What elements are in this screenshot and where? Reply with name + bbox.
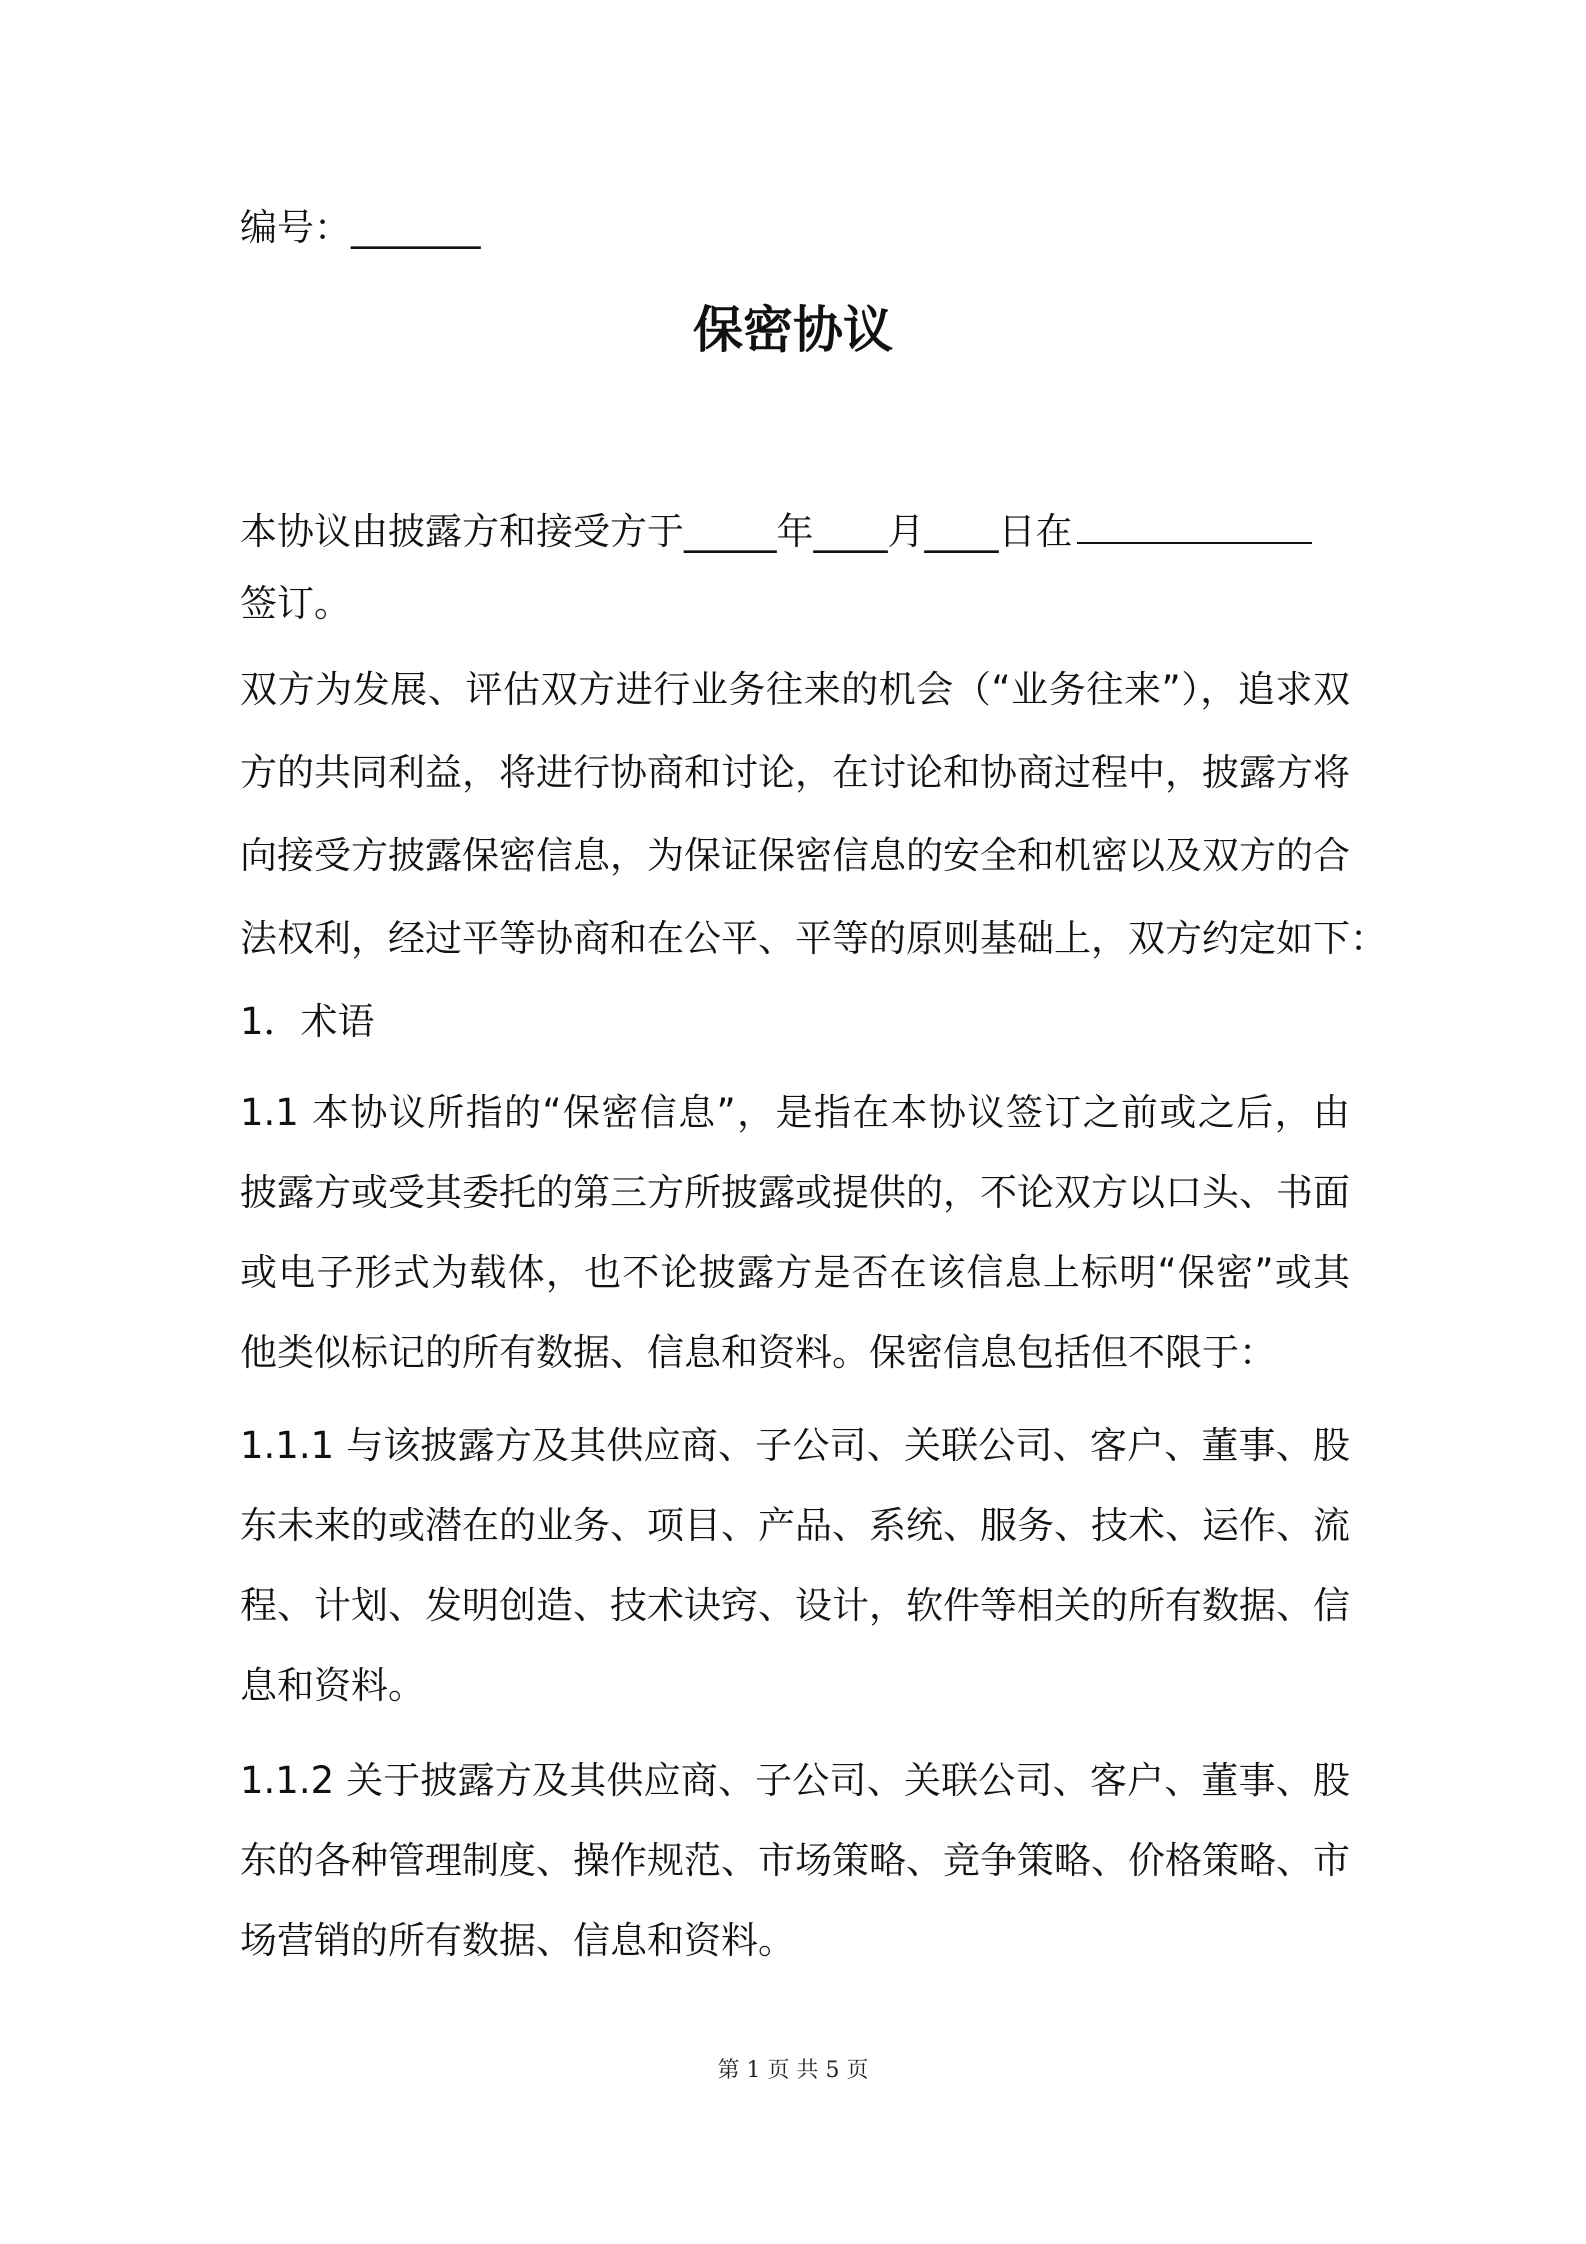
clause-1-1-2-line: 1.1.2 关于披露方及其供应商、子公司、关联公司、客户、董事、股 [240, 1759, 1350, 1802]
intro-line-end: 签订。 [240, 582, 351, 625]
intro-text: 本协议由披露方和接受方于_____年____月____日在 [240, 510, 1073, 553]
purpose-line: 法权利，经过平等协商和在公平、平等的原则基础上，双方约定如下： [240, 917, 1387, 960]
clause-1-1-2-line: 东的各种管理制度、操作规范、市场策略、竞争策略、价格策略、市 [240, 1839, 1350, 1882]
document-title: 保密协议 [693, 301, 893, 359]
clause-1-1-line: 或电子形式为载体，也不论披露方是否在该信息上标明“保密”或其 [240, 1251, 1350, 1294]
purpose-line: 方的共同利益，将进行协商和讨论，在讨论和协商过程中，披露方将 [240, 751, 1350, 794]
signing-place-blank [1077, 498, 1312, 544]
section-heading-terms: 1．术语 [240, 1000, 375, 1043]
clause-1-1-2-line: 场营销的所有数据、信息和资料。 [240, 1919, 795, 1962]
document-number: 编号：_______ [240, 206, 481, 249]
clause-1-1-line: 披露方或受其委托的第三方所披露或提供的，不论双方以口头、书面 [240, 1171, 1350, 1214]
clause-1-1-1-line: 1.1.1 与该披露方及其供应商、子公司、关联公司、客户、董事、股 [240, 1424, 1350, 1467]
clause-1-1-1-line: 息和资料。 [240, 1664, 425, 1707]
clause-1-1-1-line: 程、计划、发明创造、技术诀窍、设计，软件等相关的所有数据、信 [240, 1584, 1350, 1627]
intro-line [240, 498, 1312, 562]
purpose-line: 向接受方披露保密信息，为保证保密信息的安全和机密以及双方的合 [240, 834, 1350, 877]
clause-1-1-line: 他类似标记的所有数据、信息和资料。保密信息包括但不限于： [240, 1331, 1276, 1374]
purpose-line: 双方为发展、评估双方进行业务往来的机会（“业务往来”），追求双 [240, 668, 1350, 711]
clause-1-1-line: 1.1 本协议所指的“保密信息”，是指在本协议签订之前或之后，由 [240, 1091, 1350, 1134]
clause-1-1-1-line: 东未来的或潜在的业务、项目、产品、系统、服务、技术、运作、流 [240, 1504, 1350, 1547]
page-indicator: 第 1 页 共 5 页 [717, 2058, 869, 2083]
